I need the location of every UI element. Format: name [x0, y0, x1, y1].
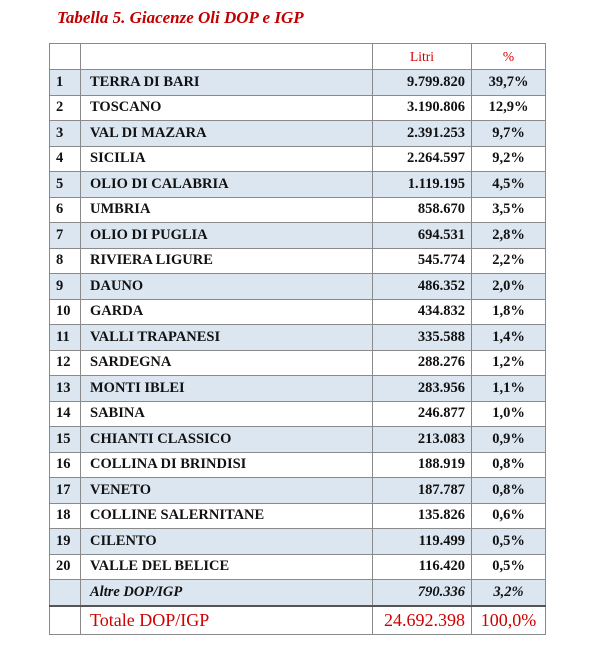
row-number: 13: [50, 376, 81, 402]
table-row: [50, 401, 546, 427]
row-name: RIVIERA LIGURE: [81, 248, 373, 274]
row-litri: 135.826: [373, 503, 472, 529]
row-name: SARDEGNA: [81, 350, 373, 376]
row-pct: 0,8%: [472, 452, 546, 478]
row-name: MONTI IBLEI: [81, 376, 373, 402]
row-pct: 100,0%: [472, 606, 546, 635]
table-row: [50, 274, 546, 300]
row-number: 16: [50, 452, 81, 478]
row-name: SABINA: [81, 401, 373, 427]
row-litri: 545.774: [373, 248, 472, 274]
row-pct: 2,2%: [472, 248, 546, 274]
row-pct: 0,9%: [472, 427, 546, 453]
row-name: VAL DI MAZARA: [81, 121, 373, 147]
row-number: [50, 606, 81, 635]
header-litri: Litri: [373, 44, 472, 70]
row-name: VALLI TRAPANESI: [81, 325, 373, 351]
row-pct: 1,4%: [472, 325, 546, 351]
row-pct: 1,2%: [472, 350, 546, 376]
row-number: 12: [50, 350, 81, 376]
row-litri: 187.787: [373, 478, 472, 504]
table-row: [50, 478, 546, 504]
row-litri: 335.588: [373, 325, 472, 351]
row-number: 8: [50, 248, 81, 274]
row-name: VALLE DEL BELICE: [81, 554, 373, 580]
row-name: CILENTO: [81, 529, 373, 555]
row-number: 6: [50, 197, 81, 223]
row-name: UMBRIA: [81, 197, 373, 223]
row-litri: 486.352: [373, 274, 472, 300]
row-number: 17: [50, 478, 81, 504]
table-row: [50, 452, 546, 478]
row-pct: 9,7%: [472, 121, 546, 147]
row-name: DAUNO: [81, 274, 373, 300]
row-litri: 9.799.820: [373, 70, 472, 96]
row-name: CHIANTI CLASSICO: [81, 427, 373, 453]
row-number: 10: [50, 299, 81, 325]
row-litri: 288.276: [373, 350, 472, 376]
row-litri: 283.956: [373, 376, 472, 402]
table-row: [50, 529, 546, 555]
row-litri: 188.919: [373, 452, 472, 478]
row-litri: 119.499: [373, 529, 472, 555]
row-name: SICILIA: [81, 146, 373, 172]
row-number: 19: [50, 529, 81, 555]
table-row: [50, 197, 546, 223]
row-number: 14: [50, 401, 81, 427]
row-name: OLIO DI CALABRIA: [81, 172, 373, 198]
table-row: [50, 95, 546, 121]
table-title: Tabella 5. Giacenze Oli DOP e IGP: [57, 8, 304, 27]
row-number: [50, 580, 81, 606]
row-number: 2: [50, 95, 81, 121]
row-number: 18: [50, 503, 81, 529]
table-row: [50, 223, 546, 249]
row-pct: 12,9%: [472, 95, 546, 121]
table-row: [50, 554, 546, 580]
row-number: 1: [50, 70, 81, 96]
row-number: 20: [50, 554, 81, 580]
row-pct: 2,8%: [472, 223, 546, 249]
row-pct: 4,5%: [472, 172, 546, 198]
row-name: GARDA: [81, 299, 373, 325]
totale-row: [50, 606, 546, 635]
row-pct: 1,8%: [472, 299, 546, 325]
table-row: [50, 70, 546, 96]
row-litri: 2.264.597: [373, 146, 472, 172]
row-number: 5: [50, 172, 81, 198]
row-litri: 858.670: [373, 197, 472, 223]
row-pct: 3,5%: [472, 197, 546, 223]
row-pct: 1,0%: [472, 401, 546, 427]
row-number: 15: [50, 427, 81, 453]
row-litri: 213.083: [373, 427, 472, 453]
row-litri: 1.119.195: [373, 172, 472, 198]
row-name: COLLINA DI BRINDISI: [81, 452, 373, 478]
row-pct: 0,5%: [472, 529, 546, 555]
row-number: 11: [50, 325, 81, 351]
row-litri: 434.832: [373, 299, 472, 325]
row-number: 9: [50, 274, 81, 300]
header-row: [50, 44, 546, 70]
altre-row: [50, 580, 546, 606]
row-pct: 39,7%: [472, 70, 546, 96]
row-pct: 0,6%: [472, 503, 546, 529]
table-row: [50, 376, 546, 402]
row-name: TOSCANO: [81, 95, 373, 121]
row-name: OLIO DI PUGLIA: [81, 223, 373, 249]
olive-oil-stock-table: [49, 43, 546, 635]
row-litri: 246.877: [373, 401, 472, 427]
row-pct: 9,2%: [472, 146, 546, 172]
table-row: [50, 248, 546, 274]
row-name: Altre DOP/IGP: [81, 580, 373, 606]
row-number: 3: [50, 121, 81, 147]
row-litri: 3.190.806: [373, 95, 472, 121]
row-litri: 2.391.253: [373, 121, 472, 147]
table-row: [50, 146, 546, 172]
table-row: [50, 325, 546, 351]
table-row: [50, 172, 546, 198]
row-name: Totale DOP/IGP: [81, 606, 373, 635]
row-litri: 116.420: [373, 554, 472, 580]
table-row: [50, 503, 546, 529]
header-empty-name: [81, 44, 373, 70]
row-number: 4: [50, 146, 81, 172]
header-empty-n: [50, 44, 81, 70]
row-pct: 0,5%: [472, 554, 546, 580]
row-name: COLLINE SALERNITANE: [81, 503, 373, 529]
row-pct: 1,1%: [472, 376, 546, 402]
row-name: VENETO: [81, 478, 373, 504]
row-pct: 3,2%: [472, 580, 546, 606]
table-row: [50, 350, 546, 376]
row-pct: 0,8%: [472, 478, 546, 504]
row-number: 7: [50, 223, 81, 249]
row-litri: 24.692.398: [373, 606, 472, 635]
header-pct: %: [472, 44, 546, 70]
table-row: [50, 299, 546, 325]
row-litri: 694.531: [373, 223, 472, 249]
row-litri: 790.336: [373, 580, 472, 606]
table-row: [50, 427, 546, 453]
row-name: TERRA DI BARI: [81, 70, 373, 96]
table-row: [50, 121, 546, 147]
row-pct: 2,0%: [472, 274, 546, 300]
